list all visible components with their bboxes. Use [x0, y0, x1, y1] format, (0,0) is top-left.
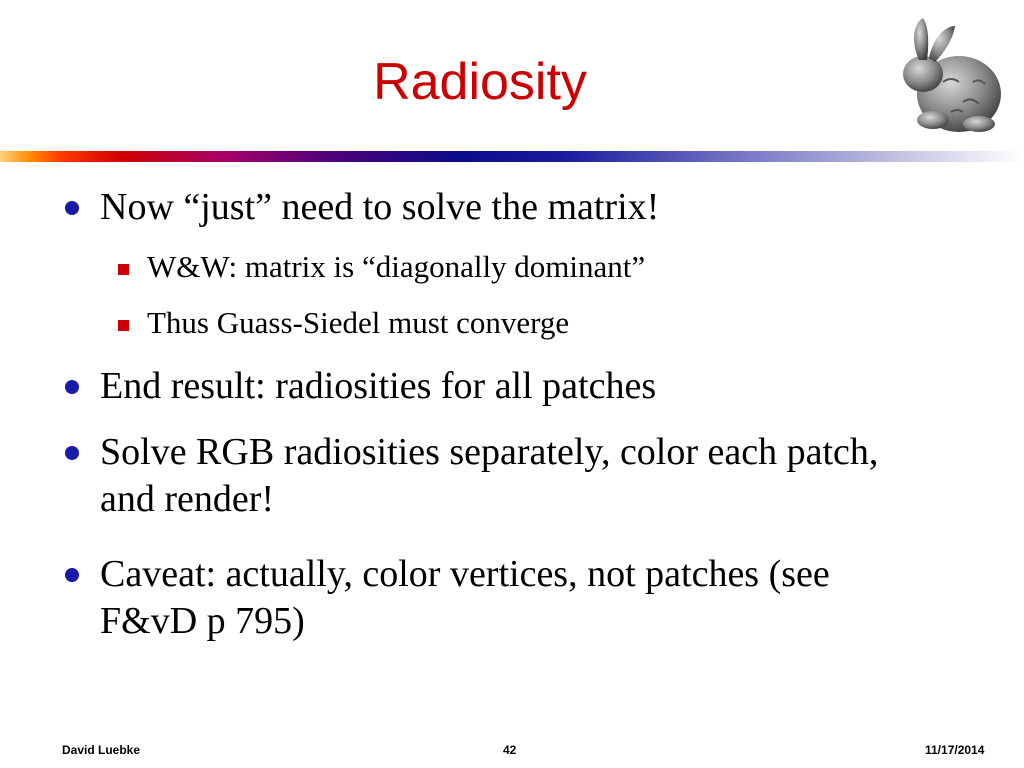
bullet-level1: Caveat: actually, color vertices, not patches (see F&vD p 795) — [100, 553, 830, 642]
bullet-level2: Thus Guass-Siedel must converge — [147, 305, 570, 340]
stanford-bunny-icon — [893, 12, 1005, 142]
footer-date: 11/17/2014 — [925, 743, 985, 757]
bullet-marker — [65, 446, 79, 460]
title-divider — [0, 151, 1024, 162]
bullet-marker — [65, 201, 79, 215]
footer-author: David Luebke — [62, 743, 141, 757]
footer-page-number: 42 — [503, 743, 517, 757]
bullet-level1: End result: radiosities for all patches — [100, 365, 657, 407]
bullet-level1: Solve RGB radiosities separately, color each patch, and render! — [100, 431, 879, 520]
sub-bullet-marker — [118, 264, 129, 275]
sub-bullet-marker — [118, 320, 129, 331]
slide-title: Radiosity — [373, 53, 587, 111]
bullet-marker — [65, 568, 79, 582]
bullet-marker — [65, 380, 79, 394]
bullet-level1: Now “just” need to solve the matrix! — [100, 186, 660, 228]
bullet-level2: W&W: matrix is “diagonally dominant” — [147, 249, 646, 284]
